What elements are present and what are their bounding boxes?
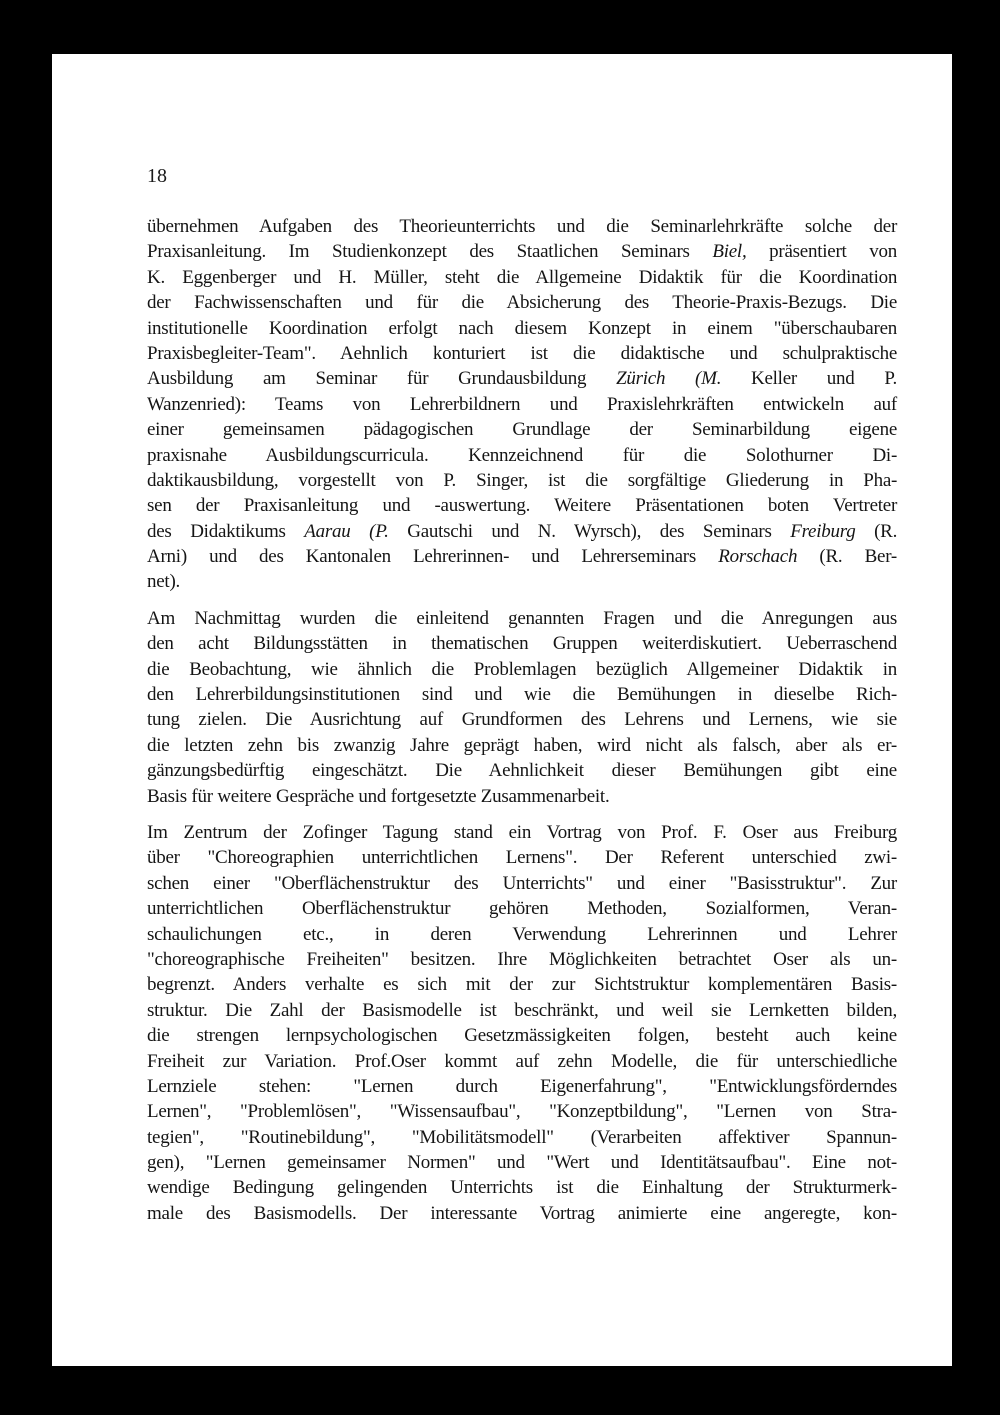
text-line: die Beobachtung, wie ähnlich die Problemlagen bezüglich Allgemeiner Didaktik in (147, 658, 897, 680)
text-line: die letzten zehn bis zwanzig Jahre geprägt haben, wird nicht als falsch, aber als er- (147, 734, 897, 756)
text-line: Im Zentrum der Zofinger Tagung stand ein Vortrag von Prof. F. Oser aus Freiburg (147, 821, 897, 843)
text-line: Praxisbegleiter-Team". Aehnlich konturiert ist die didaktische und schulpraktische (147, 342, 898, 364)
text-line: die strengen lernpsychologischen Gesetzmässigkeiten folgen, besteht auch keine (147, 1025, 897, 1047)
text-line: tung zielen. Die Ausrichtung auf Grundformen des Lehrens und Lernens, wie sie (147, 709, 897, 731)
text-line: übernehmen Aufgaben des Theorieunterrichts und die Seminarlehrkräfte solche der (147, 216, 898, 237)
document-page (52, 54, 952, 1366)
text-line: daktikausbildung, vorgestellt von P. Singer, ist die sorgfältige Gliederung in Pha- (147, 469, 898, 491)
text-line: Wanzenried): Teams von Lehrerbildnern und Praxislehrkräften entwickeln auf (147, 393, 898, 415)
page-number: 18 (147, 165, 167, 187)
paragraph-3 (147, 820, 897, 1226)
text-line: Am Nachmittag wurden die einleitend genannten Fragen und die Anregungen aus (147, 607, 897, 629)
text-line: begrenzt. Anders verhalte es sich mit der zur Sichtstruktur komplementären Basis- (147, 974, 897, 996)
text-line: schen einer "Oberflächenstruktur des Unterrichts" und einer "Basisstruktur". Zur (147, 872, 897, 894)
paragraph-2 (147, 606, 897, 809)
text-line: Lernen", "Problemlösen", "Wissensaufbau", "Konzeptbildung", "Lernen von Stra- (147, 1101, 897, 1123)
text-line: gen), "Lernen gemeinsamer Normen" und "Wert und Identitätsaufbau". Eine not- (147, 1152, 897, 1174)
text-line: K. Eggenberger und H. Müller, steht die Allgemeine Didaktik für die Koordination (147, 266, 898, 288)
text-line: Basis für weitere Gespräche und fortgesetzte Zusammenarbeit. (147, 785, 610, 807)
text-line: Ausbildung am Seminar für Grundausbildung Zürich (M. Keller und P. (147, 368, 898, 390)
text-line: über "Choreographien unterrichtlichen Lernens". Der Referent unterschied zwi- (147, 847, 897, 869)
text-line: Lernziele stehen: "Lernen durch Eigenerfahrung", "Entwicklungsförderndes (147, 1075, 897, 1097)
text-line: einer gemeinsamen pädagogischen Grundlage der Seminarbildung eigene (147, 419, 898, 441)
text-line: Praxisanleitung. Im Studienkonzept des Staatlichen Seminars Biel, präsentiert von (147, 241, 898, 263)
text-line: Arni) und des Kantonalen Lehrerinnen- und Lehrerseminars Rorschach (R. Ber- (147, 546, 897, 568)
text-line: institutionelle Koordination erfolgt nach diesem Konzept in einem "überschaubaren (147, 317, 898, 339)
text-line: praxisnahe Ausbildungscurricula. Kennzeichnend für die Solothurner Di- (147, 444, 898, 466)
text-line: sen der Praxisanleitung und -auswertung. Weitere Präsentationen boten Vertreter (147, 495, 898, 517)
paragraph-1 (147, 214, 897, 595)
text-line: unterrichtlichen Oberflächenstruktur gehören Methoden, Sozialformen, Veran- (147, 898, 897, 920)
text-line: tegien", "Routinebildung", "Mobilitätsmodell" (Verarbeiten affektiver Spannun- (147, 1126, 897, 1148)
text-line: "choreographische Freiheiten" besitzen. Ihre Möglichkeiten betrachtet Oser als un- (147, 948, 897, 970)
text-line: male des Basismodells. Der interessante Vortrag animierte eine angeregte, kon- (147, 1202, 897, 1224)
text-line: Freiheit zur Variation. Prof.Oser kommt auf zehn Modelle, die für unterschiedliche (147, 1050, 897, 1072)
text-line: des Didaktikums Aarau (P. Gautschi und N. Wyrsch), des Seminars Freiburg (R. (147, 520, 898, 542)
text-line: der Fachwissenschaften und für die Absicherung des Theorie-Praxis-Bezugs. Die (147, 292, 897, 314)
text-line: net). (147, 571, 181, 593)
text-line: schaulichungen etc., in deren Verwendung Lehrerinnen und Lehrer (147, 923, 897, 945)
text-line: wendige Bedingung gelingenden Unterrichts ist die Einhaltung der Strukturmerk- (147, 1177, 897, 1199)
text-line: gänzungsbedürftig eingeschätzt. Die Aehnlichkeit dieser Bemühungen gibt eine (147, 760, 897, 782)
body-text (147, 214, 897, 1237)
text-line: den acht Bildungsstätten in thematischen Gruppen weiterdiskutiert. Ueberraschend (147, 633, 897, 655)
text-line: struktur. Die Zahl der Basismodelle ist beschränkt, und weil sie Lernketten bilden, (147, 999, 897, 1021)
text-line: den Lehrerbildungsinstitutionen sind und wie die Bemühungen in dieselbe Rich- (147, 684, 897, 706)
